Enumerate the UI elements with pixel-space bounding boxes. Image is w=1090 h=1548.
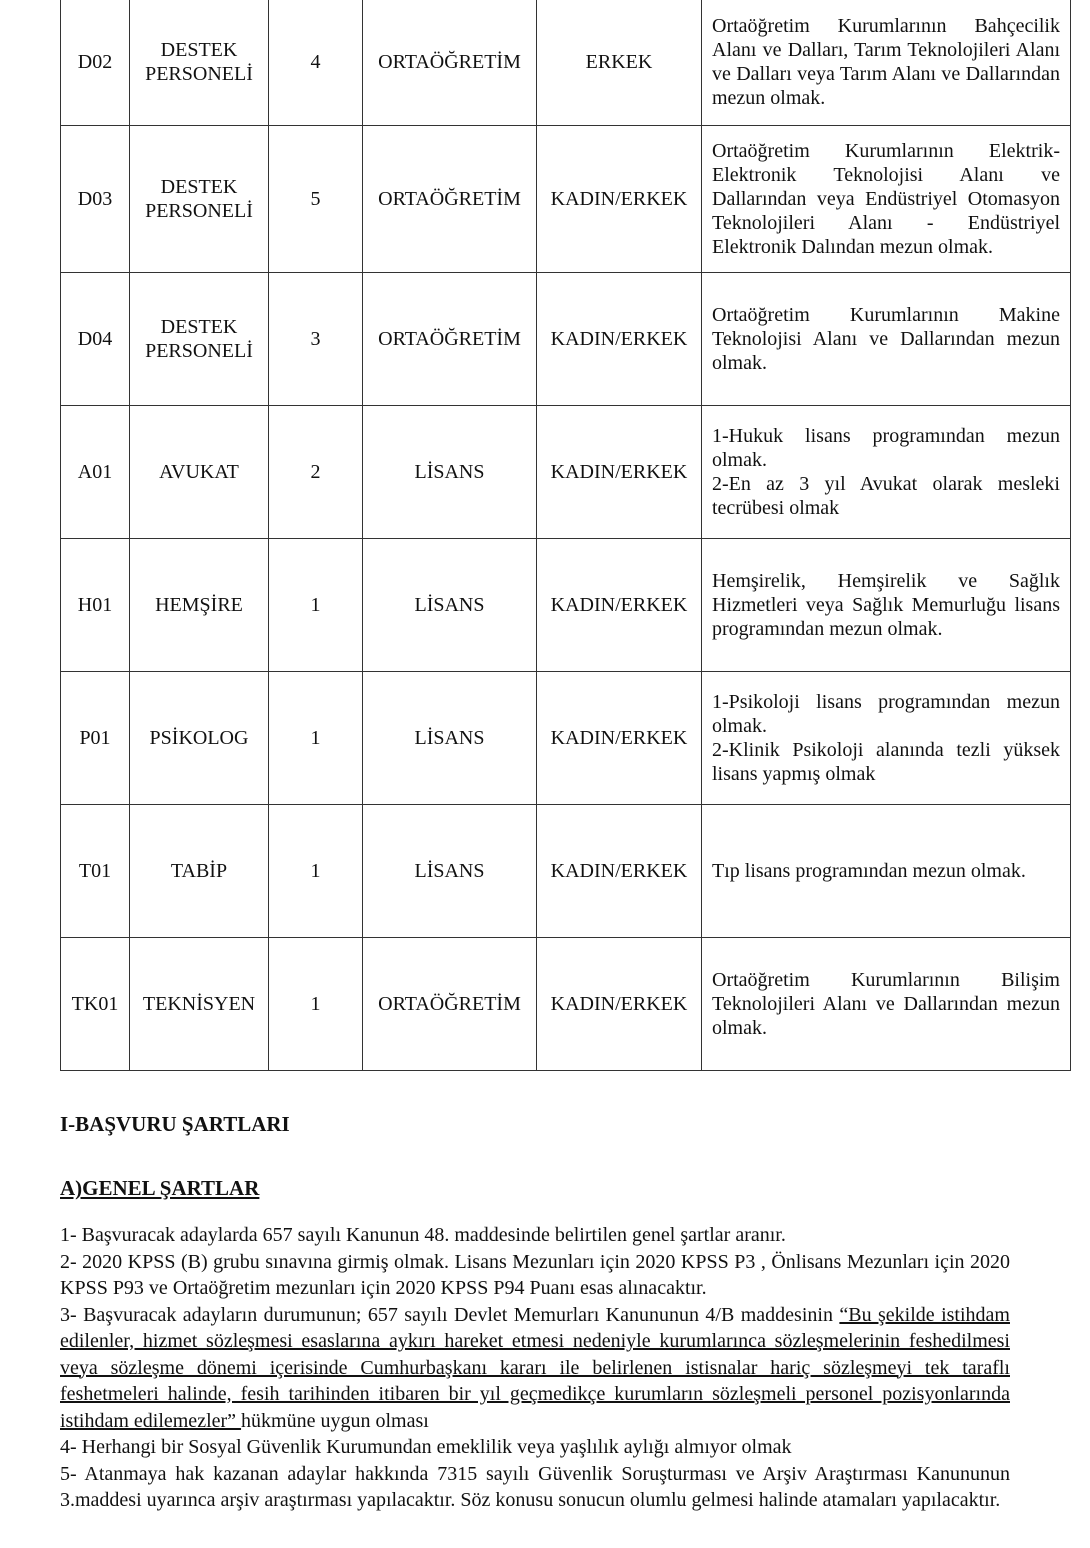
education-level: LİSANS: [363, 406, 537, 539]
gender: KADIN/ERKEK: [537, 938, 702, 1071]
quoted-law-text: “Bu şekilde istihdam edilenler, hizmet sözleşmesi esaslarına aykırı hareket etmesi nedeniyle kurumlarınca sözleşmelerinin feshedilmesi veya sözleşme dönemi içerisinde Cumhurbaşkanı kararı ile belirlenen istisnalar hariç sözleşmeyi tek taraflı feshetmeleri halinde, fesih tarihinden itibaren bir yıl geçmedikçe kurumların sözleşmeli personel pozisyonlarında istihdam edilemezler”: [60, 1303, 1010, 1432]
position-count: 3: [269, 273, 363, 406]
position-count: 1: [269, 539, 363, 672]
table-row: [61, 672, 1071, 805]
requirements: 1-Hukuk lisans programından mezun olmak. 2-En az 3 yıl Avukat olarak mesleki tecrübesi olmak: [702, 406, 1071, 539]
gender: ERKEK: [537, 0, 702, 126]
requirements: Ortaöğretim Kurumlarının Bahçecilik Alanı ve Dalları, Tarım Teknolojileri Alanı ve Dalları veya Tarım Alanı ve Dallarından mezun olmak.: [702, 0, 1071, 126]
gender: KADIN/ERKEK: [537, 539, 702, 672]
requirements: Hemşirelik, Hemşirelik ve Sağlık Hizmetleri veya Sağlık Memurluğu lisans programından mezun olmak.: [702, 539, 1071, 672]
position-count: 1: [269, 805, 363, 938]
position-title: AVUKAT: [130, 406, 269, 539]
position-count: 5: [269, 126, 363, 273]
education-level: ORTAÖĞRETİM: [363, 273, 537, 406]
list-item: 1- Başvuracak adaylarda 657 sayılı Kanunun 48. maddesinde belirtilen genel şartlar aranır.: [60, 1224, 786, 1246]
position-count: 1: [269, 938, 363, 1071]
requirements: Ortaöğretim Kurumlarının Elektrik-Elektronik Teknolojisi Alanı ve Dallarından veya Endüstriyel Otomasyon Teknolojileri Alanı - Endüstriyel Elektronik Dalından mezun olmak.: [702, 126, 1071, 273]
list-item: 3- Başvuracak adayların durumunun; 657 sayılı Devlet Memurları Kanununun 4/B maddesinin “Bu şekilde istihdam edilenler, hizmet sözleşmesi esaslarına aykırı hareket etmesi nedeniyle kurumlarınca sözleşmelerinin feshedilmesi veya sözleşme dönemi içerisinde Cumhurbaşkanı kararı ile belirlenen istisnalar hariç sözleşmeyi tek taraflı feshetmeleri halinde, fesih tarihinden itibaren bir yıl geçmedikçe kurumların sözleşmeli personel pozisyonlarında istihdam edilemezler” hükmüne uygun olması: [60, 1303, 1010, 1432]
table-row: [61, 805, 1071, 938]
gender: KADIN/ERKEK: [537, 406, 702, 539]
position-code: A01: [61, 406, 130, 539]
table-row: [61, 938, 1071, 1071]
table-row: [61, 273, 1071, 406]
gender: KADIN/ERKEK: [537, 672, 702, 805]
position-title: TABİP: [130, 805, 269, 938]
position-count: 4: [269, 0, 363, 126]
requirements: Tıp lisans programından mezun olmak.: [702, 805, 1071, 938]
gender: KADIN/ERKEK: [537, 273, 702, 406]
position-code: P01: [61, 672, 130, 805]
gender: KADIN/ERKEK: [537, 126, 702, 273]
education-level: LİSANS: [363, 805, 537, 938]
position-count: 2: [269, 406, 363, 539]
position-code: D02: [61, 0, 130, 126]
requirements: Ortaöğretim Kurumlarının Bilişim Teknolojileri Alanı ve Dallarından mezun olmak.: [702, 938, 1071, 1071]
position-code: D04: [61, 273, 130, 406]
position-title: DESTEK PERSONELİ: [130, 0, 269, 126]
position-title: TEKNİSYEN: [130, 938, 269, 1071]
education-level: LİSANS: [363, 539, 537, 672]
table-row: [61, 0, 1071, 126]
position-title: DESTEK PERSONELİ: [130, 126, 269, 273]
education-level: ORTAÖĞRETİM: [363, 126, 537, 273]
education-level: ORTAÖĞRETİM: [363, 938, 537, 1071]
list-item: 2- 2020 KPSS (B) grubu sınavına girmiş olmak. Lisans Mezunları için 2020 KPSS P3 , Önlisans Mezunları için 2020 KPSS P93 ve Ortaöğretim mezunları için 2020 KPSS P94 Puanı esas alınacaktır.: [60, 1250, 1010, 1299]
position-code: H01: [61, 539, 130, 672]
education-level: LİSANS: [363, 672, 537, 805]
subsection-title: A)GENEL ŞARTLAR: [60, 1176, 260, 1200]
position-count: 1: [269, 672, 363, 805]
position-title: HEMŞİRE: [130, 539, 269, 672]
position-title: DESTEK PERSONELİ: [130, 273, 269, 406]
requirements: 1-Psikoloji lisans programından mezun olmak. 2-Klinik Psikoloji alanında tezli yüksek lisans yapmış olmak: [702, 672, 1071, 805]
table-row: [61, 126, 1071, 273]
list-item: 5- Atanmaya hak kazanan adaylar hakkında 7315 sayılı Güvenlik Soruşturması ve Arşiv Araştırması Kanununun 3.maddesi uyarınca arşiv araştırması yapılacaktır. Söz konusu sonucun olumlu gelmesi halinde atamaları yapılacaktır.: [60, 1462, 1010, 1511]
education-level: ORTAÖĞRETİM: [363, 0, 537, 126]
position-code: T01: [61, 805, 130, 938]
gender: KADIN/ERKEK: [537, 805, 702, 938]
section-title: I-BAŞVURU ŞARTLARI: [60, 1112, 290, 1136]
positions-table: [60, 0, 1071, 1071]
position-title: PSİKOLOG: [130, 672, 269, 805]
requirements: Ortaöğretim Kurumlarının Makine Teknolojisi Alanı ve Dallarından mezun olmak.: [702, 273, 1071, 406]
position-code: D03: [61, 126, 130, 273]
table-row: [61, 539, 1071, 672]
list-item: 4- Herhangi bir Sosyal Güvenlik Kurumundan emeklilik veya yaşlılık aylığı almıyor olmak: [60, 1436, 792, 1458]
general-conditions-list: [60, 1222, 1010, 1514]
table-row: [61, 406, 1071, 539]
position-code: TK01: [61, 938, 130, 1071]
